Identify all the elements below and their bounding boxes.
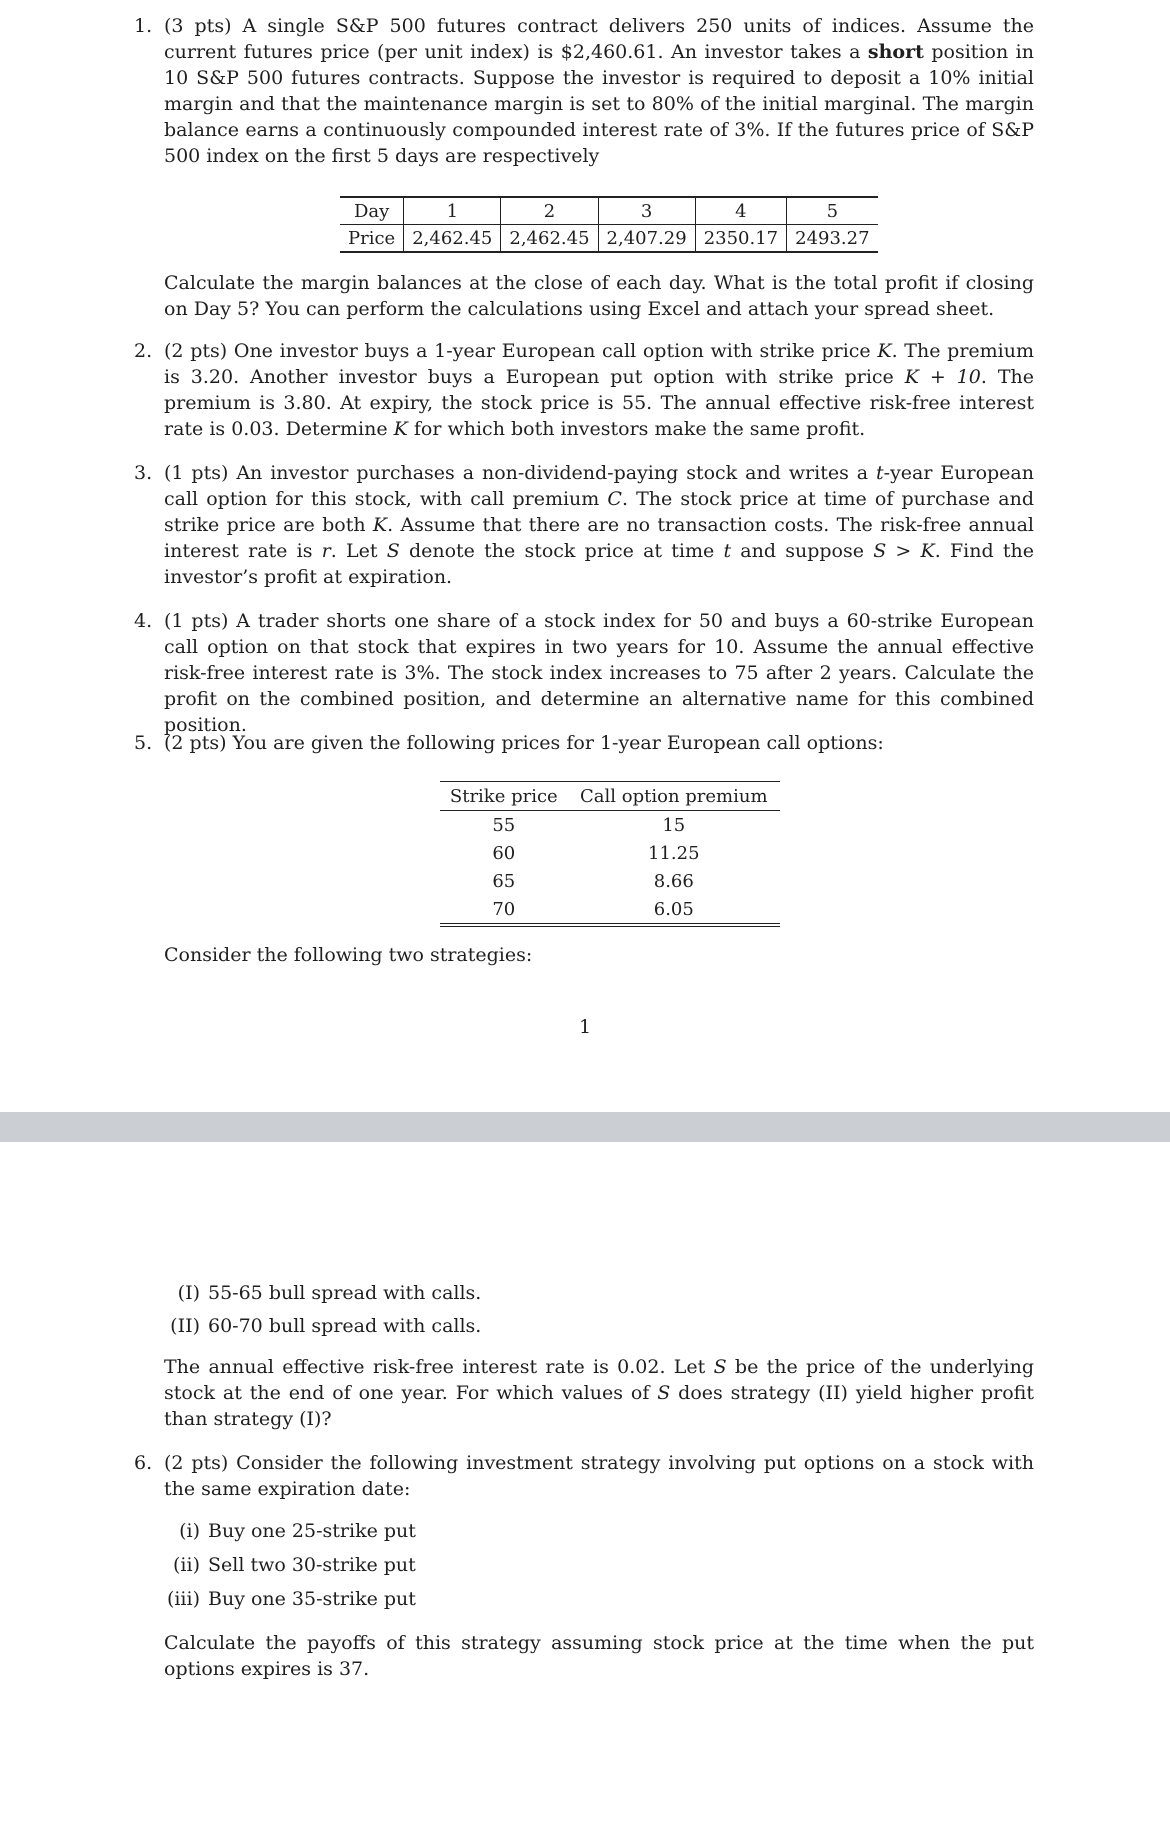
price-cell: 2,462.45 [501,225,598,253]
text: be the price of the underlying stock at the end of one year. For which values of [164,1356,1034,1404]
problem-2 [134,338,1035,442]
text: and suppose [731,540,874,562]
strategy-item [164,1552,416,1578]
day-cell: 1 [404,197,501,225]
math-K: K [372,514,388,536]
price-cell: 2,462.45 [404,225,501,253]
item-text: Sell two 30-strike put [208,1554,416,1576]
item-text: Buy one 35-strike put [208,1588,416,1610]
column-header: Strike price [440,782,568,811]
item-text: Buy one 25-strike put [208,1520,416,1542]
text: . The stock price at time of purchase and strike price are both [164,488,1034,536]
item-label: (I) [177,1282,200,1304]
price-cell: 2493.27 [787,225,878,253]
math-K: K [393,418,408,440]
strategy-item [164,1280,481,1306]
text: A trader shorts one share of a stock index for 50 and buys a 60-strike European call option on that stock that expires in two years for 10. Assume the annual effective risk-free interest rate is 3%. The stock index increases to 75 after 2 years. Calculate the profit on the combined position, and determine an alternative name for this combined position. [164,610,1034,736]
math-t: t [876,462,884,484]
call-option-table [440,781,780,927]
strike-cell: 65 [492,870,516,892]
problem-1-followup: Calculate the margin balances at the close of each day. What is the total profit if closing on Day 5? You can perform the calculations using Excel and attach your spread sheet. [164,272,1034,320]
item-label: (ii) [173,1554,200,1576]
problem-3 [134,460,1034,590]
math-K: K [877,340,892,362]
futures-price-table [340,196,878,253]
math-S: S [657,1382,671,1404]
problem-6-followup: Calculate the payoffs of this strategy assuming stock price at the time when the put options expires is 37. [164,1632,1034,1680]
problem-1 [134,13,1034,169]
problem-number: 1. [134,15,153,37]
problem-5-question [164,1354,1034,1432]
math-t: t [723,540,732,562]
strategy-item [164,1586,416,1612]
text: . Find the investor’s profit at expiration. [164,540,1034,588]
problem-number: 5. [134,732,153,754]
text: does strategy (II) yield higher profit than strategy (I)? [164,1382,1034,1430]
item-label: (II) [170,1315,200,1337]
day-label: Day [340,197,404,225]
item-text: 55-65 bull spread with calls. [208,1282,482,1304]
problem-number: 3. [134,462,153,484]
page-separator [0,1112,1170,1142]
problem-number: 4. [134,610,153,632]
table-row [440,839,780,867]
points: (1 pts) [164,610,229,632]
math-S: S [386,540,400,562]
premium-cell: 8.66 [653,870,694,892]
problem-5 [134,730,1034,756]
problem-4 [134,608,1034,738]
text: . The premium is 3.80. At expiry, the stock price is 55. The annual effective risk-free interest rate is 0.03. Determine [164,366,1035,440]
item-label: (iii) [166,1588,200,1610]
math-S: S [713,1356,727,1378]
points: (2 pts) [164,732,227,754]
math-C: C [607,488,622,510]
text: . The premium is 3.20. Another investor buys a European put option with strike price [164,340,1034,388]
math-S-gt-K: S > K [873,540,935,562]
text: You are given the following prices for 1-year European call options: [226,732,884,754]
column-header: Call option premium [568,782,780,811]
table-header-row [440,782,780,811]
points: (1 pts) [164,462,229,484]
day-cell: 5 [787,197,878,225]
problem-6 [134,1450,1034,1502]
problem-text-cont: position in 10 S&P 500 futures contracts. Suppose the investor is required to deposit a 10% initial margin and that the maintenance margin is set to 80% of the initial marginal. The margin balance earns a continuously compounded interest rate of 3%. If the futures price of S&P 500 index on the first 5 days are respectively [164,41,1034,167]
price-cell: 2350.17 [695,225,786,253]
premium-cell: 15 [662,814,686,836]
bold-short: short [867,41,924,63]
text: The annual effective risk-free interest rate is 0.02. Let [164,1356,714,1378]
text: for which both investors make the same profit. [407,418,866,440]
strategies-intro: Consider the following two strategies: [164,944,533,966]
table-row [440,811,780,840]
strike-cell: 70 [440,895,568,925]
strike-cell: 60 [492,842,516,864]
day-cell: 3 [598,197,695,225]
points: (3 pts) [164,15,232,37]
problem-number: 6. [134,1452,153,1474]
text: -year European call option for this stock, with call premium [164,462,1034,510]
table-row [440,867,780,895]
table-row [440,895,780,925]
text: denote the stock price at time [399,540,724,562]
text: Consider the following investment strategy involving put options on a stock with the same expiration date: [164,1452,1034,1500]
problem-text: A single S&P 500 futures contract delivers 250 units of indices. Assume the current futures price (per unit index) is $2,460.61. An investor takes a [164,15,1034,63]
premium-cell: 6.05 [568,895,780,925]
math-K-plus-10: K + 10 [904,366,981,388]
premium-cell: 11.25 [648,842,700,864]
page-2 [0,1142,1170,1837]
day-cell: 4 [695,197,786,225]
text: . Assume that there are no transaction costs. The risk-free annual interest rate is [164,514,1034,562]
table-row [340,197,878,225]
table-row [340,225,878,253]
item-label: (i) [179,1520,200,1542]
math-r: r [321,540,331,562]
points: (2 pts) [164,1452,229,1474]
strategy-item [164,1518,416,1544]
text: An investor purchases a non-dividend-paying stock and writes a [228,462,877,484]
price-cell: 2,407.29 [598,225,695,253]
text: One investor buys a 1-year European call option with strike price [227,340,878,362]
price-label: Price [340,225,404,253]
day-cell: 2 [501,197,598,225]
points: (2 pts) [164,340,228,362]
text: . Let [330,540,387,562]
problem-number: 2. [134,340,153,362]
item-text: 60-70 bull spread with calls. [208,1315,482,1337]
page-number: 1 [578,1016,592,1038]
strategy-item [164,1313,481,1339]
strike-cell: 55 [492,814,516,836]
